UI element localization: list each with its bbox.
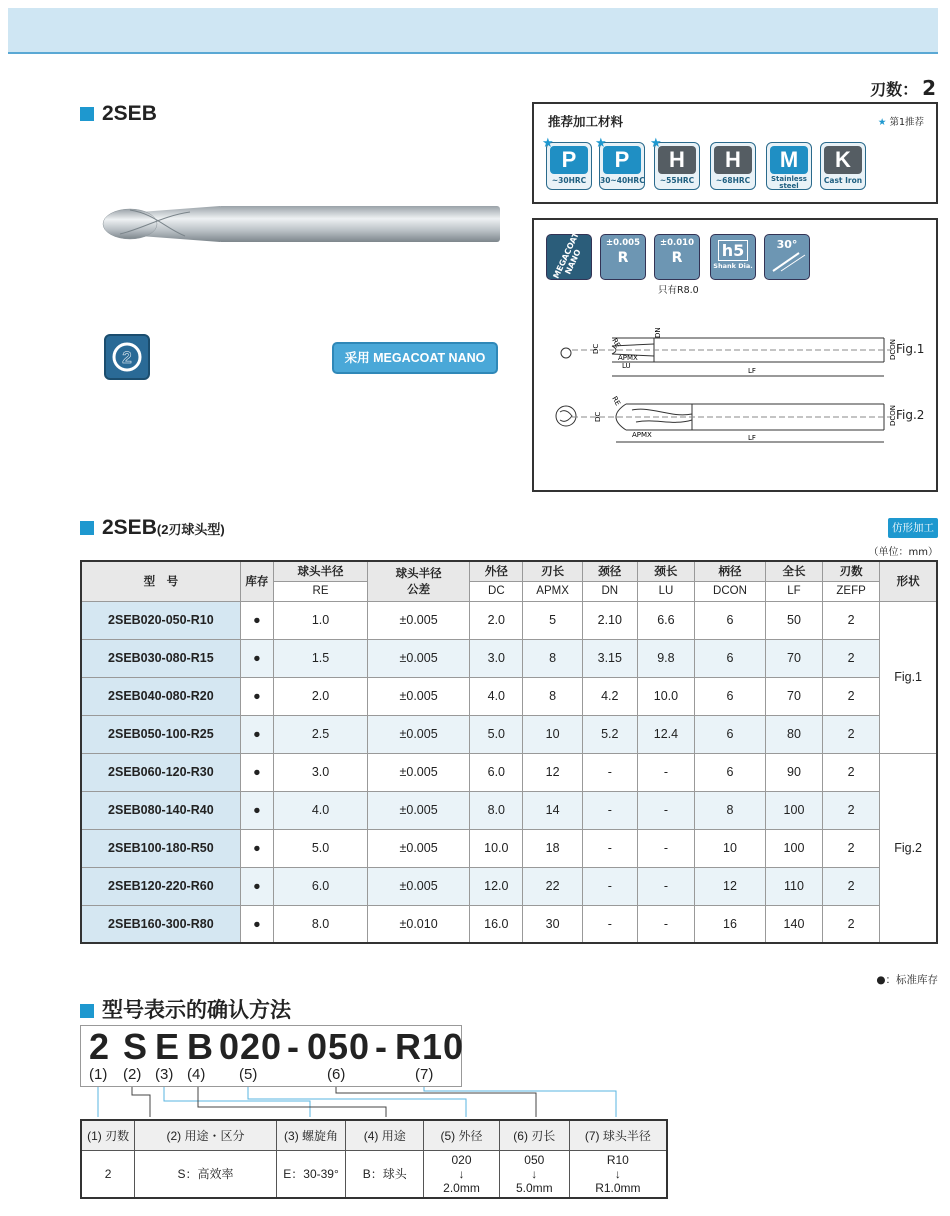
star-icon: ★: [650, 136, 662, 151]
table-cell: 1.5: [274, 639, 368, 677]
table-cell: 90: [765, 753, 822, 791]
svg-text:APMX: APMX: [618, 354, 638, 362]
spec-table: [80, 560, 938, 944]
code-char-1: 2: [89, 1026, 111, 1067]
r8-note: 只有R8.0: [658, 285, 699, 296]
code-title: 型号表示的确认方法: [80, 994, 291, 1024]
col-lf: LF: [765, 581, 822, 601]
col-stock: 库存: [240, 561, 273, 601]
table-cell: ±0.005: [367, 677, 469, 715]
table-cell: 12.0: [470, 867, 523, 905]
table-cell: 6.6: [637, 601, 694, 639]
stock-cell: ●: [240, 601, 273, 639]
table-cell: 2: [822, 601, 879, 639]
code-num-6: (6): [327, 1066, 346, 1083]
table-cell: 2: [822, 905, 879, 943]
table-cell: 2: [822, 867, 879, 905]
code-char-3: E: [155, 1026, 181, 1067]
code-num-3: (3): [155, 1066, 174, 1083]
code-head-2: (2) 用途・区分: [135, 1120, 276, 1150]
svg-text:APMX: APMX: [632, 431, 652, 439]
stock-cell: ●: [240, 791, 273, 829]
connector-lines: [80, 1087, 640, 1119]
table-cell: -: [582, 791, 637, 829]
stock-footnote: ●：标准库存: [876, 974, 938, 986]
svg-text:DCON: DCON: [889, 404, 897, 426]
code-val-1: 2: [81, 1150, 135, 1198]
table-cell: -: [637, 791, 694, 829]
model-cell: 2SEB100-180-R50: [81, 829, 240, 867]
svg-text:RE: RE: [610, 337, 622, 350]
table-cell: 1.0: [274, 601, 368, 639]
code-char-5: 020: [219, 1026, 283, 1067]
table-row: [81, 905, 937, 943]
table-cell: ±0.005: [367, 867, 469, 905]
table-cell: 8: [694, 791, 765, 829]
table-cell: 2: [822, 715, 879, 753]
table-cell: -: [582, 867, 637, 905]
svg-text:LF: LF: [748, 434, 756, 442]
table-cell: 6: [694, 677, 765, 715]
table-cell: 2.10: [582, 601, 637, 639]
svg-text:RE: RE: [610, 395, 622, 408]
table-cell: 14: [523, 791, 582, 829]
code-head-3: (3) 螺旋角: [276, 1120, 346, 1150]
fig2-label: Fig.2: [896, 408, 925, 422]
megacoat-nano-icon: MEGACOAT NANO: [546, 234, 592, 280]
code-num-7: (7): [415, 1066, 434, 1083]
code-table: [80, 1119, 668, 1199]
code-head-5: (5) 外径: [424, 1120, 500, 1150]
features-panel: [532, 218, 938, 492]
code-val-7: R10 ↓ R1.0mm: [569, 1150, 667, 1198]
table-cell: -: [582, 829, 637, 867]
table-cell: 2: [822, 753, 879, 791]
col-lu-top: 颈长: [637, 561, 694, 581]
shape-cell: Fig.2: [880, 753, 937, 943]
first-recommend-legend: ★ 第1推荐: [877, 117, 924, 128]
code-char-4: B: [187, 1026, 214, 1067]
table-cell: 6: [694, 639, 765, 677]
table-cell: ±0.005: [367, 601, 469, 639]
table-cell: ±0.005: [367, 639, 469, 677]
col-lf-top: 全长: [765, 561, 822, 581]
code-char-6: 050: [307, 1026, 371, 1067]
table-cell: 12.4: [637, 715, 694, 753]
material-h-55: ★ H ~55HRC: [654, 142, 700, 190]
table-cell: ±0.005: [367, 829, 469, 867]
table-cell: 5: [523, 601, 582, 639]
table-cell: 100: [765, 829, 822, 867]
table-cell: 140: [765, 905, 822, 943]
table-cell: 4.2: [582, 677, 637, 715]
model-cell: 2SEB160-300-R80: [81, 905, 240, 943]
material-h-68: H ~68HRC: [710, 142, 756, 190]
table-row: [81, 753, 937, 791]
fig1-label: Fig.1: [896, 342, 925, 356]
col-shape: 形状: [880, 561, 937, 601]
svg-text:DC: DC: [594, 411, 602, 422]
table-cell: 110: [765, 867, 822, 905]
table-cell: 2.0: [470, 601, 523, 639]
material-k: K Cast Iron: [820, 142, 866, 190]
table-cell: 30: [523, 905, 582, 943]
model-cell: 2SEB030-080-R15: [81, 639, 240, 677]
col-apmx: APMX: [523, 581, 582, 601]
table-cell: 16.0: [470, 905, 523, 943]
stock-cell: ●: [240, 829, 273, 867]
model-cell: 2SEB120-220-R60: [81, 867, 240, 905]
table-cell: 4.0: [274, 791, 368, 829]
table-row: [81, 677, 937, 715]
star-icon: ★: [877, 117, 887, 128]
col-dc: DC: [470, 581, 523, 601]
table-cell: 6.0: [470, 753, 523, 791]
col-model: 型 号: [81, 561, 240, 601]
table-cell: 22: [523, 867, 582, 905]
table-cell: 70: [765, 677, 822, 715]
code-num-1: (1): [89, 1066, 108, 1083]
table-cell: 12: [523, 753, 582, 791]
col-lu: LU: [637, 581, 694, 601]
code-head-4: (4) 用途: [346, 1120, 424, 1150]
table-cell: 3.15: [582, 639, 637, 677]
table-row: [81, 791, 937, 829]
table-cell: -: [582, 905, 637, 943]
flute-count: 刃数： 2: [870, 76, 936, 100]
tolerance-005-icon: ±0.005 R: [600, 234, 646, 280]
code-val-4: B：球头: [346, 1150, 424, 1198]
header-band: [8, 8, 938, 54]
table-cell: 10.0: [470, 829, 523, 867]
fig2-drawing: [552, 390, 912, 456]
table-cell: -: [637, 867, 694, 905]
table-cell: ±0.010: [367, 905, 469, 943]
materials-title: 推荐加工材料: [548, 114, 624, 129]
model-cell: 2SEB040-080-R20: [81, 677, 240, 715]
table-cell: 9.8: [637, 639, 694, 677]
model-cell: 2SEB050-100-R25: [81, 715, 240, 753]
table-cell: 2.5: [274, 715, 368, 753]
material-p-30: ★ P ~30HRC: [546, 142, 592, 190]
table-cell: 50: [765, 601, 822, 639]
col-zefp: ZEFP: [822, 581, 879, 601]
table-cell: -: [637, 829, 694, 867]
code-char-2: S: [123, 1026, 149, 1067]
shape-cell: Fig.1: [880, 601, 937, 753]
unit-label: （单位：mm）: [868, 547, 938, 558]
table-cell: 18: [523, 829, 582, 867]
svg-text:DCON: DCON: [889, 338, 897, 360]
model-cell: 2SEB080-140-R40: [81, 791, 240, 829]
table-row: [81, 639, 937, 677]
table-cell: 4.0: [470, 677, 523, 715]
table-cell: 6.0: [274, 867, 368, 905]
table-cell: ±0.005: [367, 715, 469, 753]
table-cell: 2: [822, 677, 879, 715]
table-cell: 8: [523, 639, 582, 677]
product-title: 2SEB: [80, 102, 157, 126]
end-mill-image: [100, 200, 505, 248]
code-head-1: (1) 刃数: [81, 1120, 135, 1150]
stock-cell: ●: [240, 867, 273, 905]
table-cell: 2: [822, 639, 879, 677]
table-cell: ±0.005: [367, 791, 469, 829]
material-m: M Stainless steel: [766, 142, 812, 190]
code-head-6: (6) 刃长: [499, 1120, 569, 1150]
profiling-tag: 仿形加工: [888, 518, 938, 538]
table-cell: 3.0: [470, 639, 523, 677]
table-cell: 100: [765, 791, 822, 829]
table-cell: 10.0: [637, 677, 694, 715]
stock-cell: ●: [240, 753, 273, 791]
table-cell: -: [582, 753, 637, 791]
spec-title: 2SEB(2刃球头型): [80, 516, 225, 540]
code-num-2: (2): [123, 1066, 142, 1083]
table-cell: -: [637, 905, 694, 943]
svg-text:LU: LU: [622, 362, 631, 370]
fig1-drawing: [552, 318, 912, 388]
stock-cell: ●: [240, 639, 273, 677]
table-row: [81, 829, 937, 867]
col-zefp-top: 刃数: [822, 561, 879, 581]
table-cell: 8.0: [470, 791, 523, 829]
stock-cell: ●: [240, 905, 273, 943]
stock-cell: ●: [240, 677, 273, 715]
materials-panel: [532, 102, 938, 204]
table-row: [81, 715, 937, 753]
table-cell: 3.0: [274, 753, 368, 791]
table-cell: 2.0: [274, 677, 368, 715]
table-cell: 70: [765, 639, 822, 677]
table-cell: 8: [523, 677, 582, 715]
star-icon: ★: [542, 136, 554, 151]
col-dcon-top: 柄径: [694, 561, 765, 581]
table-cell: 8.0: [274, 905, 368, 943]
col-re-top: 球头半径: [274, 561, 368, 581]
table-row: [81, 601, 937, 639]
two-flute-icon: [104, 334, 150, 380]
code-dash-1: -: [287, 1026, 300, 1067]
code-val-2: S：高效率: [135, 1150, 276, 1198]
table-cell: 16: [694, 905, 765, 943]
code-head-7: (7) 球头半径: [569, 1120, 667, 1150]
code-val-5: 020 ↓ 2.0mm: [424, 1150, 500, 1198]
table-cell: 6: [694, 753, 765, 791]
col-apmx-top: 刃长: [523, 561, 582, 581]
model-cell: 2SEB020-050-R10: [81, 601, 240, 639]
svg-text:LF: LF: [748, 367, 756, 375]
tolerance-010-icon: ±0.010 R: [654, 234, 700, 280]
table-cell: 10: [694, 829, 765, 867]
col-re: RE: [274, 581, 368, 601]
table-cell: 80: [765, 715, 822, 753]
table-cell: 5.2: [582, 715, 637, 753]
table-cell: 12: [694, 867, 765, 905]
code-num-4: (4): [187, 1066, 206, 1083]
h5-shank-icon: h5 Shank Dia.: [710, 234, 756, 280]
table-cell: 5.0: [470, 715, 523, 753]
star-icon: ★: [595, 136, 607, 151]
table-row: [81, 867, 937, 905]
table-cell: 6: [694, 715, 765, 753]
svg-text:2: 2: [122, 348, 132, 367]
code-val-3: E：30-39°: [276, 1150, 346, 1198]
material-p-40: ★ P 30~40HRC: [599, 142, 645, 190]
helix-30-icon: 30°: [764, 234, 810, 280]
megacoat-badge: 采用 MEGACOAT NANO: [332, 342, 498, 374]
code-char-7: R10: [395, 1026, 465, 1067]
code-dash-2: -: [375, 1026, 388, 1067]
col-tol: 球头半径 公差: [367, 561, 469, 601]
code-val-6: 050 ↓ 5.0mm: [499, 1150, 569, 1198]
table-cell: 2: [822, 791, 879, 829]
svg-text:DN: DN: [654, 327, 662, 338]
col-dn: DN: [582, 581, 637, 601]
stock-cell: ●: [240, 715, 273, 753]
col-dcon: DCON: [694, 581, 765, 601]
model-cell: 2SEB060-120-R30: [81, 753, 240, 791]
table-cell: 5.0: [274, 829, 368, 867]
col-dc-top: 外径: [470, 561, 523, 581]
code-num-5: (5): [239, 1066, 258, 1083]
code-breakdown: [80, 1025, 465, 1087]
table-cell: 10: [523, 715, 582, 753]
svg-text:DC: DC: [592, 343, 600, 354]
table-cell: 2: [822, 829, 879, 867]
table-cell: -: [637, 753, 694, 791]
table-cell: ±0.005: [367, 753, 469, 791]
table-cell: 6: [694, 601, 765, 639]
col-dn-top: 颈径: [582, 561, 637, 581]
